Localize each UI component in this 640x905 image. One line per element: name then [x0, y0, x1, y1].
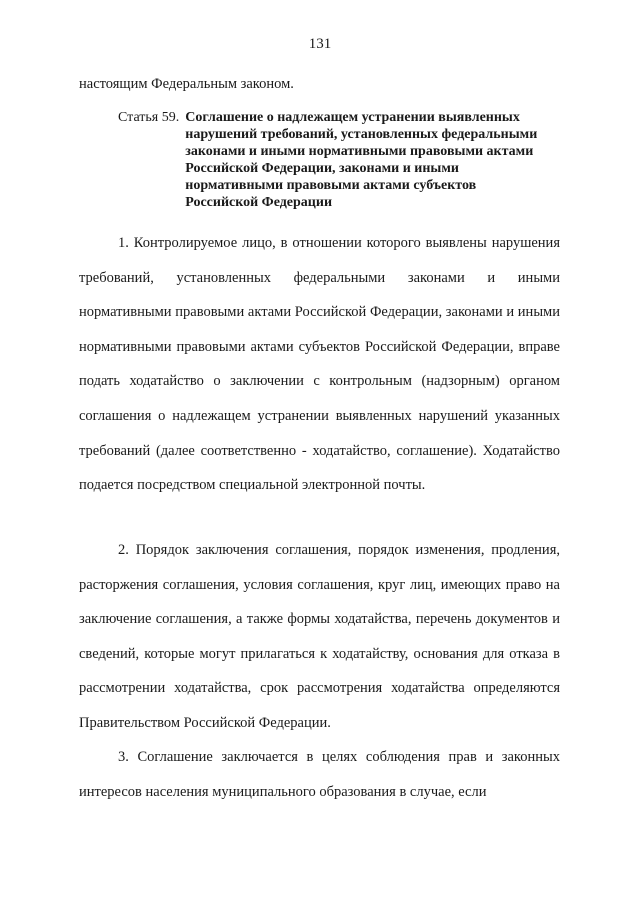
article-title: Соглашение о надлежащем устранении выявленных нарушений требований, установленных федеральными законами и иными нормативными правовыми актами Российской Федерации, законами и иными нормативными правовыми актами субъектов Российской Федерации [185, 110, 538, 210]
article-heading [118, 109, 568, 211]
page-number: 131 [308, 36, 332, 52]
paragraph-1: 1. Контролируемое лицо, в отношении которого выявлены нарушения требований, установленных федеральными законами и иными нормативными правовыми актами Российской Федерации, законами и иными нормативными правовыми актами субъектов Российской Федерации, вправе подать ходатайство о заключении с контрольным (надзорным) органом соглашения о надлежащем устранении выявленных нарушений указанных требований (далее соответственно - ходатайство, соглашение). Ходатайство подается посредством специальной электронной почты. [79, 235, 560, 494]
paragraph-2: 2. Порядок заключения соглашения, порядок изменения, продления, расторжения соглашения, условия соглашения, круг лиц, имеющих право на заключение соглашения, а также формы ходатайства, перечень документов и сведений, которые могут прилагаться к ходатайству, основания для отказа в рассмотрении ходатайства, срок рассмотрения ходатайства определяются Правительством Российской Федерации. [79, 542, 560, 731]
lead-line: настоящим Федеральным законом. [79, 76, 294, 92]
article-label: Статья 59. [118, 110, 180, 125]
paragraph-3: 3. Соглашение заключается в целях соблюдения прав и законных интересов населения муниципального образования в случае, если [79, 749, 560, 800]
